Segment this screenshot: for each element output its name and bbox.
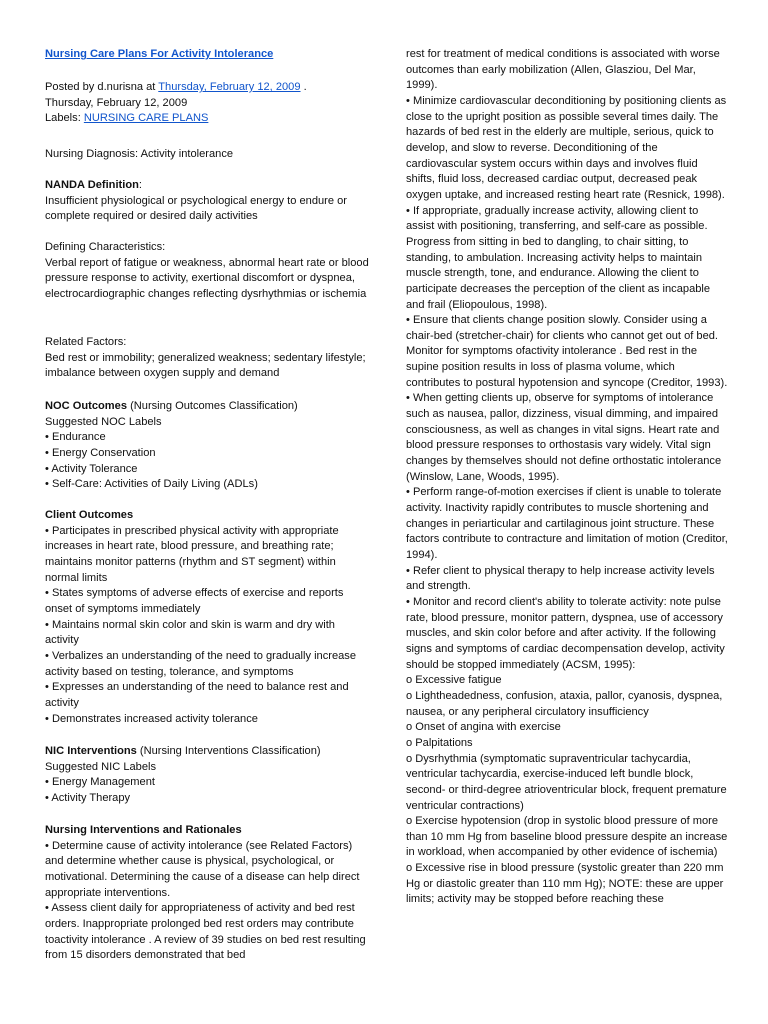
related-text: Bed rest or immobility; generalized weakness; sedentary lifestyle; imbalance between oxygen supply and demand bbox=[45, 351, 366, 380]
list-item: • Energy Management bbox=[45, 776, 155, 789]
list-item: • Maintains normal skin color and skin is warm and dry with activity bbox=[45, 618, 335, 647]
nic-heading: NIC Interventions (Nursing Interventions Classification) bbox=[45, 745, 321, 757]
post-title-link[interactable]: Nursing Care Plans For Activity Intolerance bbox=[45, 48, 274, 60]
intervention-paragraph: rest for treatment of medical conditions is associated with worse outcomes than early mobilization (Allen, Glasziou, Del Mar, 1999). bbox=[406, 48, 720, 92]
intervention-paragraph: • Determine cause of activity intolerance (see Related Factors) and determine whether cause is physical, psychological, or motivational. Determining the cause of a disease can help direct appropriate interventions. bbox=[45, 839, 360, 899]
intervention-paragraph: • Refer client to physical therapy to help increase activity levels and strength. bbox=[406, 564, 715, 593]
nanda-section bbox=[45, 178, 371, 225]
sign-item: o Lightheadedness, confusion, ataxia, pallor, cyanosis, dyspnea, nausea, or any peripheral circulatory insufficiency bbox=[406, 689, 723, 718]
label-link-nursing-care-plans[interactable]: NURSING CARE PLANS bbox=[83, 112, 209, 125]
sign-item: o Exercise hypotension (drop in systolic blood pressure of more than 10 mm Hg from baseline blood pressure despite an increase in workload, when accompanied by other evidence of ischemia) bbox=[406, 815, 728, 859]
noc-section bbox=[45, 399, 371, 493]
labels-line: Labels: NURSING CARE PLANS bbox=[45, 112, 209, 125]
intervention-paragraph: • Minimize cardiovascular deconditioning by positioning clients as close to the upright position as possible several times daily. The hazards of bed rest in the elderly are multiple, serious, quick to develop, and slow to reverse. Deconditioning of the cardiovascular system occurs within days and involves fluid shifts, fluid loss, decreased cardiac output, decreased peak oxygen uptake, and increased resting heart rate (Resnick, 1998). bbox=[406, 94, 727, 201]
defining-text: Verbal report of fatigue or weakness, abnormal heart rate or blood pressure response to activity, exertional discomfort or dyspnea, electrocardiographic changes reflecting dysrhythmias or ischemia bbox=[45, 256, 369, 300]
posted-by-line: Posted by d.nurisna at Thursday, February 12, 2009 . bbox=[45, 81, 307, 93]
sign-item: o Excessive rise in blood pressure (systolic greater than 220 mm Hg or diastolic greater than 110 mm Hg); NOTE: these are upper limits; activity may be stopped before reaching these bbox=[406, 862, 724, 906]
list-item: • Activity Tolerance bbox=[45, 462, 138, 475]
sign-item: o Excessive fatigue bbox=[406, 674, 502, 687]
intervention-paragraph: • Monitor and record client's ability to tolerate activity: note pulse rate, blood pressure, monitor pattern, dyspnea, use of accessory muscles, and skin color before and after activity. If the following signs and symptoms of cardiac decompensation develop, activity should be stopped immediately (ACSM, 1995): bbox=[406, 595, 725, 671]
intervention-paragraph: • Perform range-of-motion exercises if client is unable to tolerate activity. Inactivity rapidly contributes to muscle shortening and changes in periarticular and cartilaginous joint structure. These factors contribute to contracture and limitation of motion (Creditor, 1994). bbox=[406, 486, 728, 561]
list-item: • Demonstrates increased activity tolerance bbox=[45, 712, 258, 725]
post-meta bbox=[45, 80, 371, 127]
post-date-link[interactable]: Thursday, February 12, 2009 bbox=[158, 81, 301, 93]
nanda-heading: NANDA Definition: bbox=[45, 179, 142, 191]
intervention-paragraph: • Assess client daily for appropriateness of activity and bed rest orders. Inappropriate prolonged bed rest orders may contribute toactivity intolerance . A review of 39 studies on bed rest resulting from 15 disorders demonstrated that bed bbox=[45, 902, 366, 962]
intervention-paragraph: • Ensure that clients change position slowly. Consider using a chair-bed (stretcher-chair) for clients who cannot get out of bed. Monitor for symptoms ofactivity intolerance . Bed rest in the supine position results in loss of plasma volume, which contributes to postural hypotension and syncope (Creditor, 1993). bbox=[406, 314, 728, 389]
noc-heading: NOC Outcomes (Nursing Outcomes Classification) bbox=[45, 400, 298, 412]
list-item: • Verbalizes an understanding of the need to gradually increase activity based on testing, tolerance, and symptoms bbox=[45, 649, 357, 678]
client-outcomes-heading: Client Outcomes bbox=[45, 509, 134, 521]
noc-sub: Suggested NOC Labels bbox=[45, 415, 162, 428]
defining-heading: Defining Characteristics: bbox=[45, 241, 166, 253]
list-item: • Self-Care: Activities of Daily Living (ADLs) bbox=[45, 478, 258, 491]
nanda-text: Insufficient physiological or psychological energy to endure or complete required or desired daily activities bbox=[45, 194, 347, 223]
sign-item: o Onset of angina with exercise bbox=[406, 721, 561, 734]
nic-section bbox=[45, 744, 371, 807]
intervention-paragraph: • When getting clients up, observe for symptoms of intolerance such as nausea, pallor, dizziness, visual dimming, and impaired consciousness, as well as changes in vital signs. Heart rate and blood pressure responses to orthostasis vary widely. Vital sign changes by themselves should not define orthostatic intolerance (Winslow, Lane, Woods, 1995). bbox=[406, 392, 722, 483]
list-item: • Energy Conservation bbox=[45, 446, 156, 459]
interventions-section bbox=[45, 823, 371, 964]
list-item: • Participates in prescribed physical activity with appropriate increases in heart rate, blood pressure, and breathing rate; maintains monitor patterns (rhythm and ST segment) within normal limits bbox=[45, 524, 339, 584]
client-outcomes bbox=[45, 508, 371, 727]
post-title-block bbox=[45, 47, 371, 63]
sign-item: o Palpitations bbox=[406, 736, 473, 749]
nic-sub: Suggested NIC Labels bbox=[45, 760, 157, 773]
interventions-heading: Nursing Interventions and Rationales bbox=[45, 824, 242, 836]
right-column-text bbox=[406, 47, 728, 908]
list-item: • States symptoms of adverse effects of exercise and reports onset of symptoms immediately bbox=[45, 587, 344, 615]
related-factors bbox=[45, 335, 371, 382]
defining-characteristics bbox=[45, 240, 371, 303]
related-heading: Related Factors: bbox=[45, 336, 127, 348]
list-item: • Expresses an understanding of the need to balance rest and activity bbox=[45, 681, 349, 709]
sign-item: o Dysrhythmia (symptomatic supraventricular tachycardia, ventricular tachycardia, exercise-induced left bundle block, second- or third-degree atrioventricular block, frequent premature ventricular contractions) bbox=[406, 752, 727, 812]
intervention-paragraph: • If appropriate, gradually increase activity, allowing client to assist with positioning, transferring, and self-care as possible. Progress from sitting in bed to dangling, to chair sitting, to standing, to ambulation. Increasing activity helps to maintain muscle strength, tone, and endurance. Allowing the client to participate decreases the perception of the client as incapable and frail (Eliopoulous, 1998). bbox=[406, 204, 711, 311]
date-line: Thursday, February 12, 2009 bbox=[45, 96, 188, 109]
list-item: • Endurance bbox=[45, 431, 106, 444]
nursing-diagnosis: Nursing Diagnosis: Activity intolerance bbox=[45, 148, 234, 160]
list-item: • Activity Therapy bbox=[45, 791, 131, 804]
